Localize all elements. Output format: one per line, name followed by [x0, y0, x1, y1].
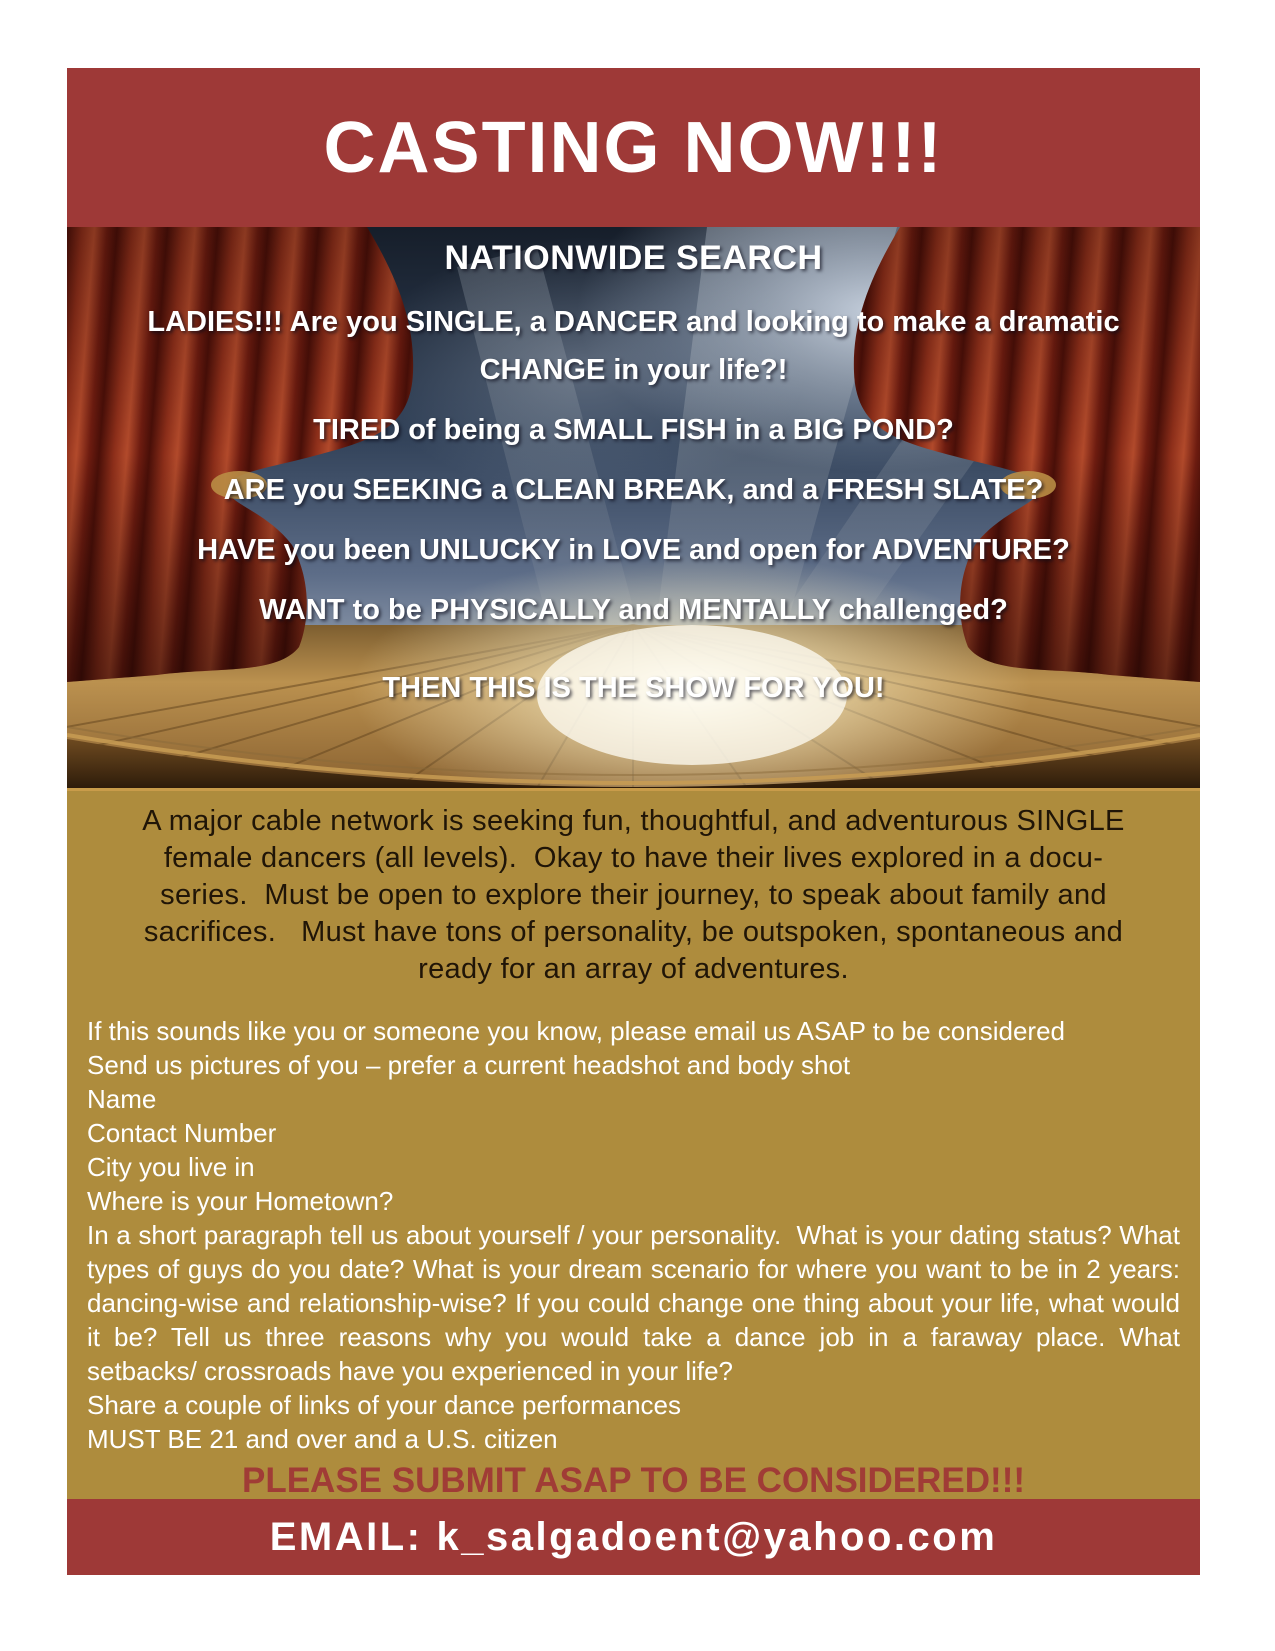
email-label: EMAIL:	[269, 1514, 423, 1559]
stage-line: ARE you SEEKING a CLEAN BREAK, and a FRESH SLATE?	[223, 474, 1044, 506]
stage-line: THEN THIS IS THE SHOW FOR YOU!	[382, 672, 885, 704]
stage-line: HAVE you been UNLUCKY in LOVE and open for ADVENTURE?	[197, 534, 1070, 566]
detail-line: Share a couple of links of your dance performances	[87, 1390, 682, 1420]
detail-line: Where is your Hometown?	[87, 1186, 394, 1216]
detail-line: In a short paragraph tell us about yourself / your personality. What is your dating status? What types of guys do you date? What is your dream scenario for where you want to be in 2 years: dancing-wise and relationship-wise? If you could change one thing about your life, what would it be? Tell us three reasons why you would take a dance job in a faraway place. What setbacks/ crossroads have you experienced in your life?	[87, 1220, 1188, 1386]
detail-line: Name	[87, 1084, 157, 1114]
intro-line: sacrifices. Must have tons of personality, be outspoken, spontaneous and	[143, 916, 1124, 948]
email-address: k_salgadoent@yahoo.com	[436, 1514, 998, 1559]
stage-scene	[67, 227, 1200, 788]
top-banner	[67, 68, 1200, 227]
email-banner	[67, 1499, 1200, 1575]
intro-line: A major cable network is seeking fun, thoughtful, and adventurous SINGLE	[142, 805, 1125, 837]
detail-line: MUST BE 21 and over and a U.S. citizen	[87, 1424, 558, 1454]
flyer-content	[67, 68, 1200, 1575]
detail-line: If this sounds like you or someone you know, please email us ASAP to be considered	[87, 1016, 1065, 1046]
detail-line: City you live in	[87, 1152, 255, 1182]
stage-question-lines	[134, 298, 1134, 712]
stage-line: WANT to be PHYSICALLY and MENTALLY challenged?	[259, 594, 1008, 626]
detail-line: Contact Number	[87, 1118, 277, 1148]
intro-paragraph	[87, 803, 1180, 988]
nationwide-search-heading: NATIONWIDE SEARCH	[444, 239, 823, 277]
details-section	[67, 788, 1200, 1499]
submit-call-to-action: PLEASE SUBMIT ASAP TO BE CONSIDERED!!!	[241, 1461, 1026, 1499]
detail-line: Send us pictures of you – prefer a current headshot and body shot	[87, 1050, 851, 1080]
stage-line: TIRED of being a SMALL FISH in a BIG POND?	[313, 414, 954, 446]
casting-title: CASTING NOW!!!	[323, 107, 944, 188]
submission-instructions-list	[87, 1014, 1188, 1456]
intro-line: ready for an array of adventures.	[418, 953, 849, 985]
intro-line: female dancers (all levels). Okay to have their lives explored in a docu-	[163, 842, 1104, 874]
intro-line: series. Must be open to explore their journey, to speak about family and	[160, 879, 1107, 911]
stage-text-overlay	[67, 227, 1200, 712]
stage-line: LADIES!!! Are you SINGLE, a DANCER and looking to make a dramatic CHANGE in your life?!	[147, 306, 1120, 386]
